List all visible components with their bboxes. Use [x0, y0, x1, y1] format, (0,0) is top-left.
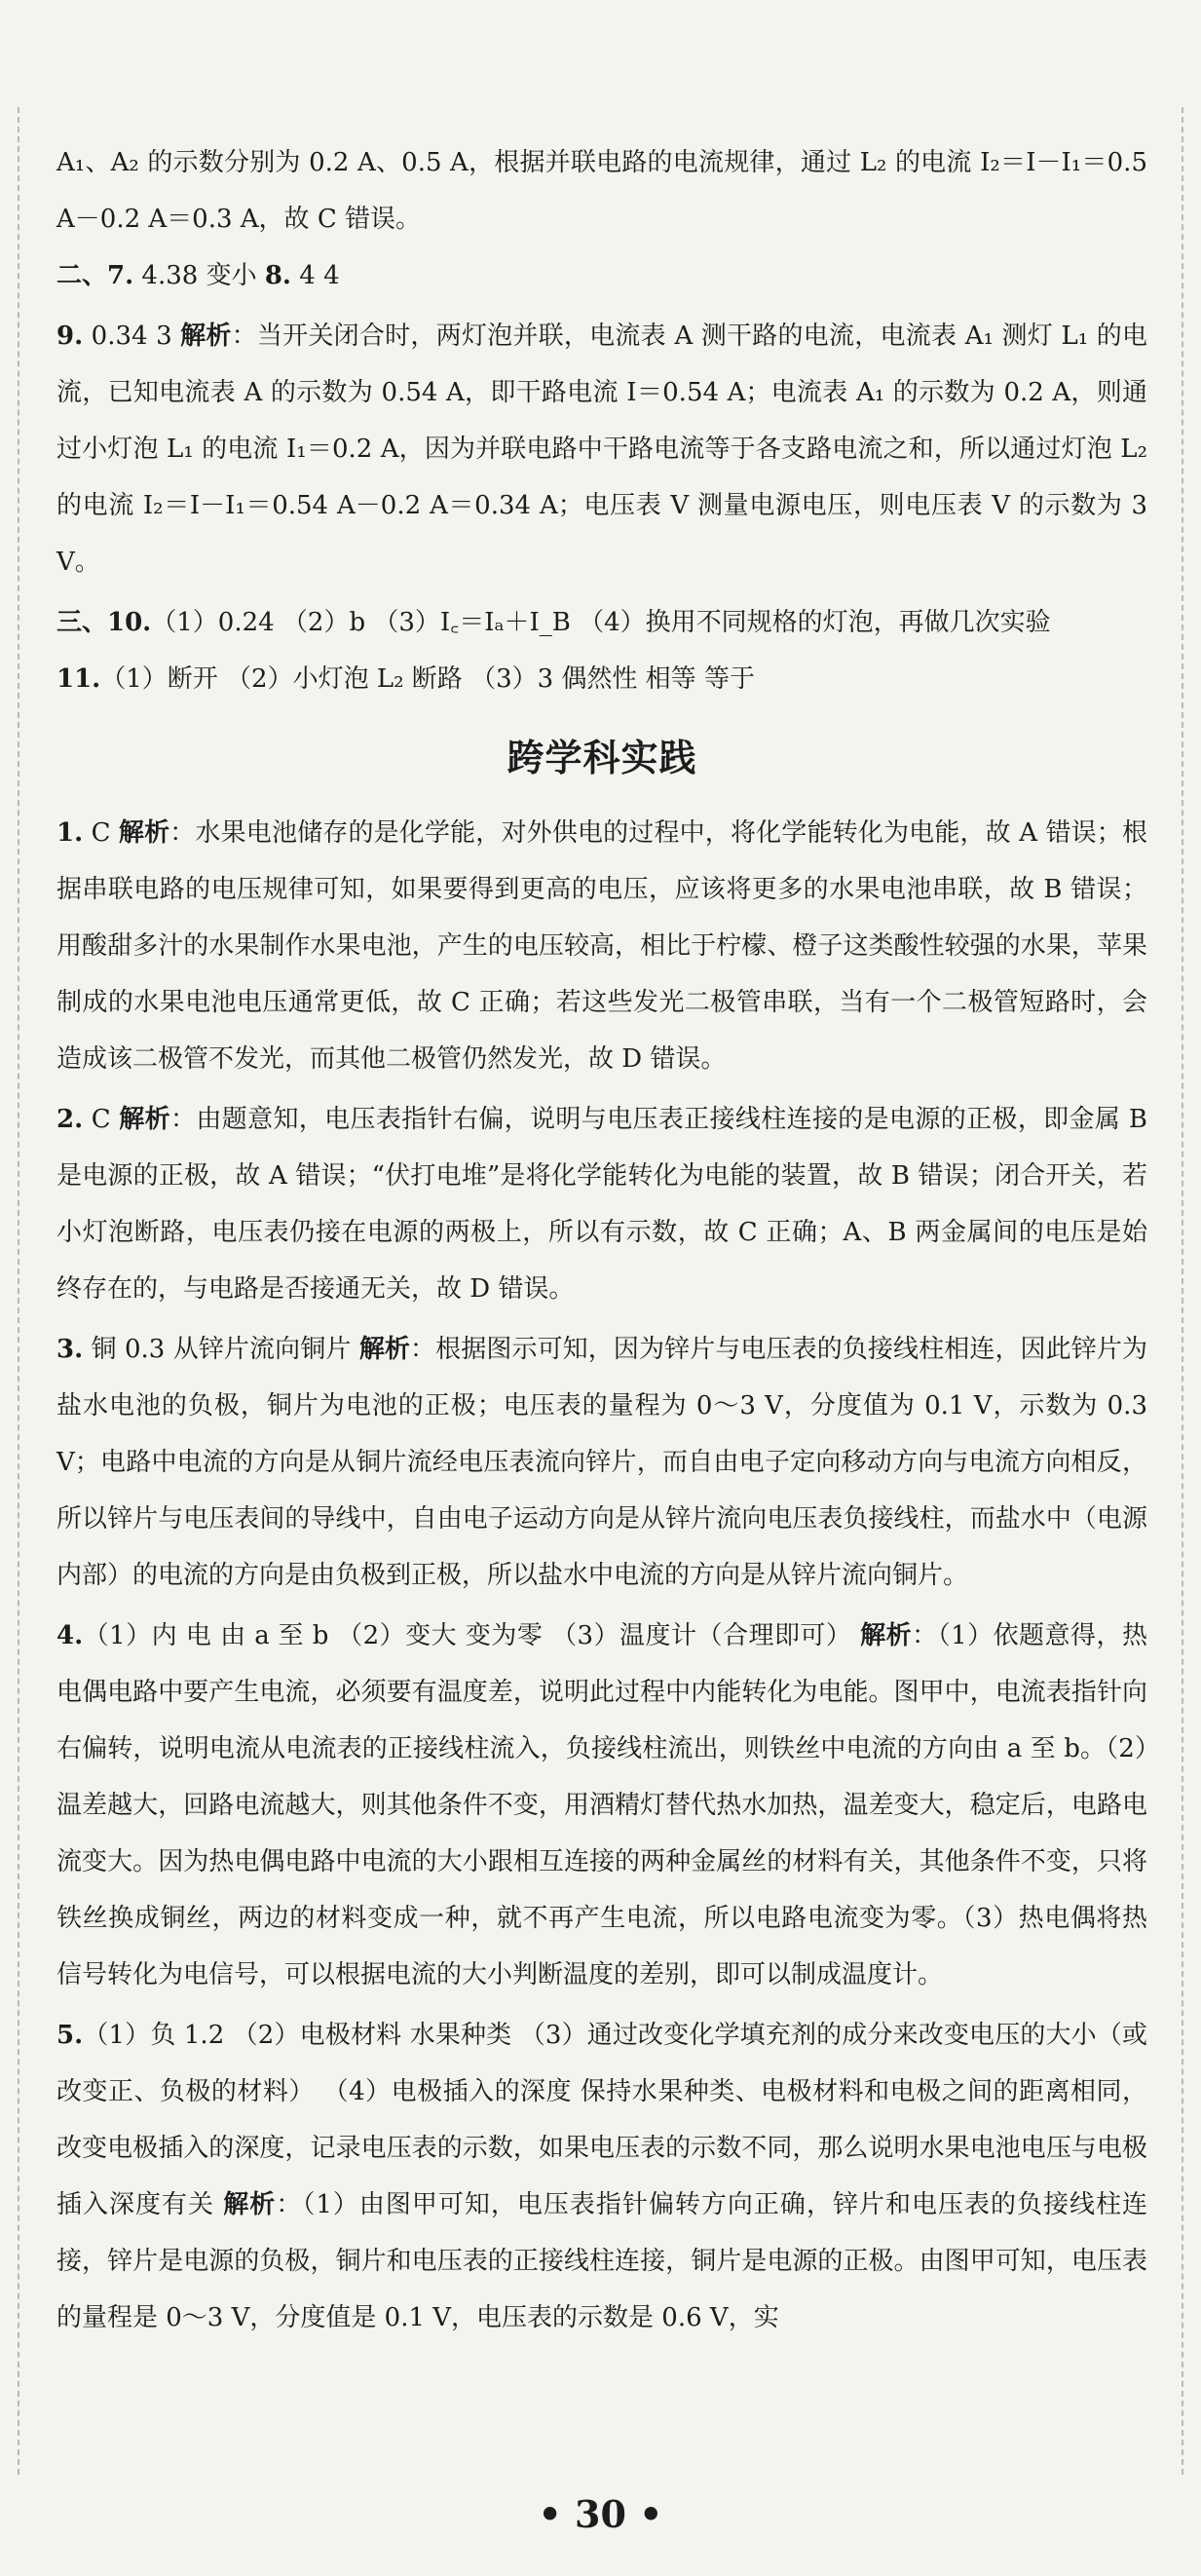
practice-answer-2: 2. C 解析：由题意知，电压表指针右偏，说明与电压表正接线柱连接的是电源的正极，即金属 B 是电源的正极，故 A 错误；“伏打电堆”是将化学能转化为电能的装置，故 B 错误；闭合开关，若小灯泡断路，电压表仍接在电源的两极上，所以有示数，故 C 正确；A、B 两金属间的电压是始终存在的，与电路是否接通无关，故 D 错误。 [56, 1105, 1147, 1304]
answer-9: 9. 0.34 3 解析：当开关闭合时，两灯泡并联，电流表 A 测干路的电流，电流表 A₁ 测灯 L₁ 的电流，已知电流表 A 的示数为 0.54 A，即干路电流 I＝0.54 A；电流表 A₁ 的示数为 0.2 A，则通过小灯泡 L₁ 的电流 I₁＝0.2 A，因为并联电路中干路电流等于各支路电流之和，所以通过灯泡 L₂ 的电流 I₂＝I－I₁＝0.54 A－0.2 A＝0.34 A；电压表 V 测量电源电压，则电压表 V 的示数为 3 V。 [56, 322, 1147, 577]
paragraph-carryover: A₁、A₂ 的示数分别为 0.2 A、0.5 A，根据并联电路的电流规律，通过 L₂ 的电流 I₂＝I－I₁＝0.5 A－0.2 A＝0.3 A，故 C 错误。 [56, 148, 1147, 234]
page-number: • 30 • [538, 2492, 663, 2536]
right-margin-dashes [1182, 107, 1183, 2475]
answer-content [56, 134, 1147, 2346]
left-margin-dashes [18, 107, 19, 2475]
practice-answer-5: 5.（1）负 1.2 （2）电极材料 水果种类 （3）通过改变化学填充剂的成分来改变电压的大小（或改变正、负极的材料） （4）电极插入的深度 保持水果种类、电极材料和电极之间的距离相同，改变电极插入的深度，记录电压表的示数，如果电压表的示数不同，那么说明水果电池电压与电极插入深度有关 解析：（1）由图甲可知，电压表指针偏转方向正确，锌片和电压表的负接线柱连接，锌片是电源的负极，铜片和电压表的正接线柱连接，铜片是电源的正极。由图甲可知，电压表的量程是 0～3 V，分度值是 0.1 V，电压表的示数是 0.6 V，实 [56, 2021, 1147, 2332]
practice-answer-1: 1. C 解析：水果电池储存的是化学能，对外供电的过程中，将化学能转化为电能，故 A 错误；根据串联电路的电压规律可知，如果要得到更高的电压，应该将更多的水果电池串联，故 B 错误；用酸甜多汁的水果制作水果电池，产生的电压较高，相比于柠檬、橙子这类酸性较强的水果，苹果制成的水果电池电压通常更低，故 C 正确；若这些发光二极管串联，当有一个二极管短路时，会造成该二极管不发光，而其他二极管仍然发光，故 D 错误。 [56, 818, 1147, 1074]
section-title: 跨学科实践 [507, 737, 697, 779]
answer-7-8: 二、7. 4.38 变小 8. 4 4 [56, 261, 340, 290]
answer-10: 三、10.（1）0.24 （2）b （3）I꜀＝Iₐ＋I_B （4）换用不同规格的灯泡，再做几次实验 [56, 608, 1051, 637]
practice-answer-4: 4.（1）内 电 由 a 至 b （2）变大 变为零 （3）温度计（合理即可） 解析：（1）依题意得，热电偶电路中要产生电流，必须要有温度差，说明此过程中内能转化为电能。图甲中，电流表指针向右偏转，说明电流从电流表的正接线柱流入，负接线柱流出，则铁丝中电流的方向由 a 至 b。（2）温差越大，回路电流越大，则其他条件不变，用酒精灯替代热水加热，温差变大，稳定后，电路电流变大。因为热电偶电路中电流的大小跟相互连接的两种金属丝的材料有关，其他条件不变，只将铁丝换成铜丝，两边的材料变成一种，就不再产生电流，所以电路电流变为零。（3）热电偶将热信号转化为电信号，可以根据电流的大小判断温度的差别，即可以制成温度计。 [56, 1621, 1147, 1989]
practice-answer-3: 3. 铜 0.3 从锌片流向铜片 解析：根据图示可知，因为锌片与电压表的负接线柱相连，因此锌片为盐水电池的负极，铜片为电池的正极；电压表的量程为 0～3 V，分度值为 0.1 V，示数为 0.3 V；电路中电流的方向是从铜片流经电压表流向锌片，而自由电子定向移动方向与电流方向相反，所以锌片与电压表间的导线中，自由电子运动方向是从锌片流向电压表负接线柱，而盐水中（电源内部）的电流的方向是由负极到正极，所以盐水中电流的方向是从锌片流向铜片。 [56, 1335, 1147, 1590]
answer-11: 11.（1）断开 （2）小灯泡 L₂ 断路 （3）3 偶然性 相等 等于 [56, 664, 755, 694]
